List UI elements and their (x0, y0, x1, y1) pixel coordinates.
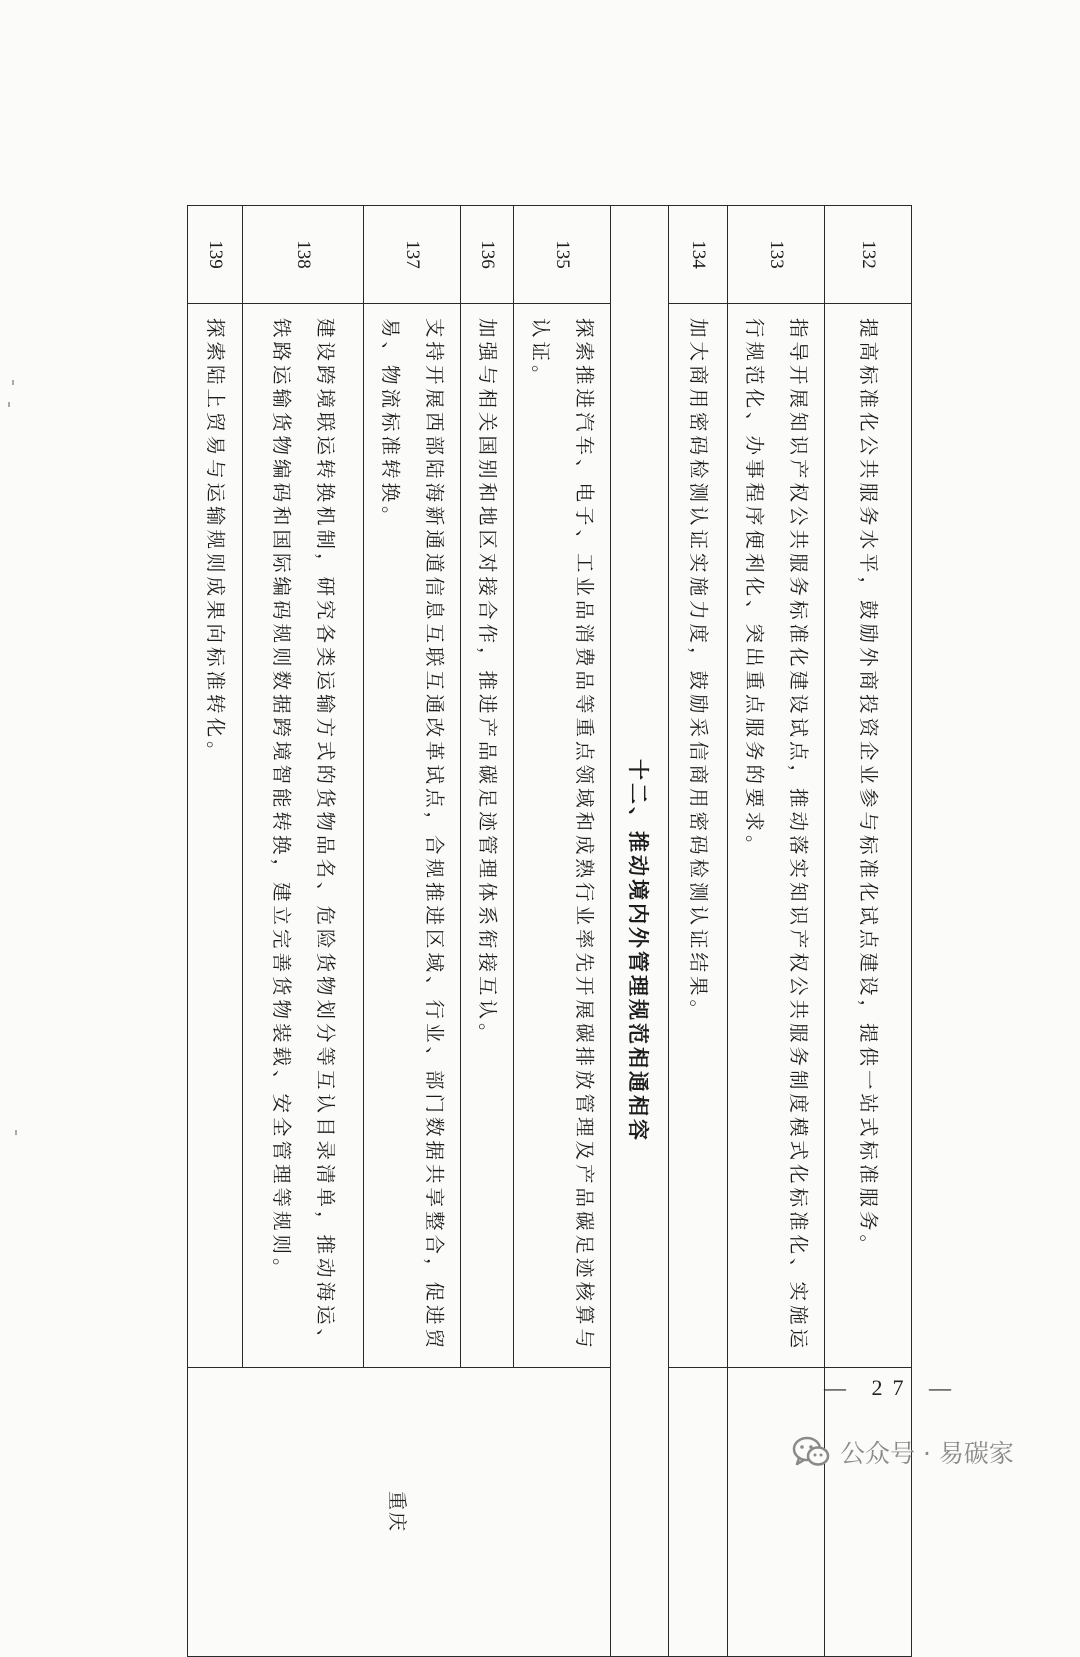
section-heading: 十二、推动境内外管理规范相通相容 (611, 206, 669, 1657)
row-content: 加强与相关国别和地区对接合作，推进产品碳足迹管理体系衔接互认。 (461, 304, 514, 1368)
row-region (669, 1368, 728, 1657)
row-number: 134 (669, 206, 728, 304)
row-content: 指导开展知识产权公共服务标准化建设试点，推动落实知识产权公共服务制度模式化标准化、实施运行规范化、办事程序便利化、突出重点服务的要求。 (728, 304, 825, 1368)
table-row (514, 206, 611, 1657)
table-row (669, 206, 728, 1657)
row-number: 137 (364, 206, 461, 304)
row-content: 建设跨境联运转换机制，研究各类运输方式的货物品名、危险货物划分等互认目录清单，推动海运、铁路运输货物编码和国际编码规则数据跨境智能转换，建立完善货物装载、安全管理等规则。 (243, 304, 364, 1368)
watermark-text: 公众号 · 易碳家 (840, 1439, 1014, 1468)
row-number: 139 (188, 206, 243, 304)
row-content: 探索推进汽车、电子、工业品消费品等重点领域和成熟行业率先开展碳排放管理及产品碳足迹核算与认证。 (514, 304, 611, 1368)
row-content: 提高标准化公共服务水平，鼓励外商投资企业参与标准化试点建设，提供一站式标准服务。 (825, 304, 912, 1368)
row-number: 133 (728, 206, 825, 304)
row-region (825, 1368, 912, 1657)
watermark (792, 1433, 1014, 1471)
row-region: 重庆 (188, 1368, 611, 1657)
row-content: 加大商用密码检测认证实施力度，鼓励采信商用密码检测认证结果。 (669, 304, 728, 1368)
section-row (611, 206, 669, 1657)
row-number: 132 (825, 206, 912, 304)
row-number: 138 (243, 206, 364, 304)
row-content: 支持开展西部陆海新通道信息互联互通改革试点，合规推进区域、行业、部门数据共享整合，促进贸易、物流标准转换。 (364, 304, 461, 1368)
wechat-icon (792, 1435, 830, 1469)
row-number: 136 (461, 206, 514, 304)
page-number: — 27 — (824, 1375, 961, 1400)
row-content: 探索陆上贸易与运输规则成果向标准转化。 (188, 304, 243, 1368)
row-region (728, 1368, 825, 1657)
row-number: 135 (514, 206, 611, 304)
